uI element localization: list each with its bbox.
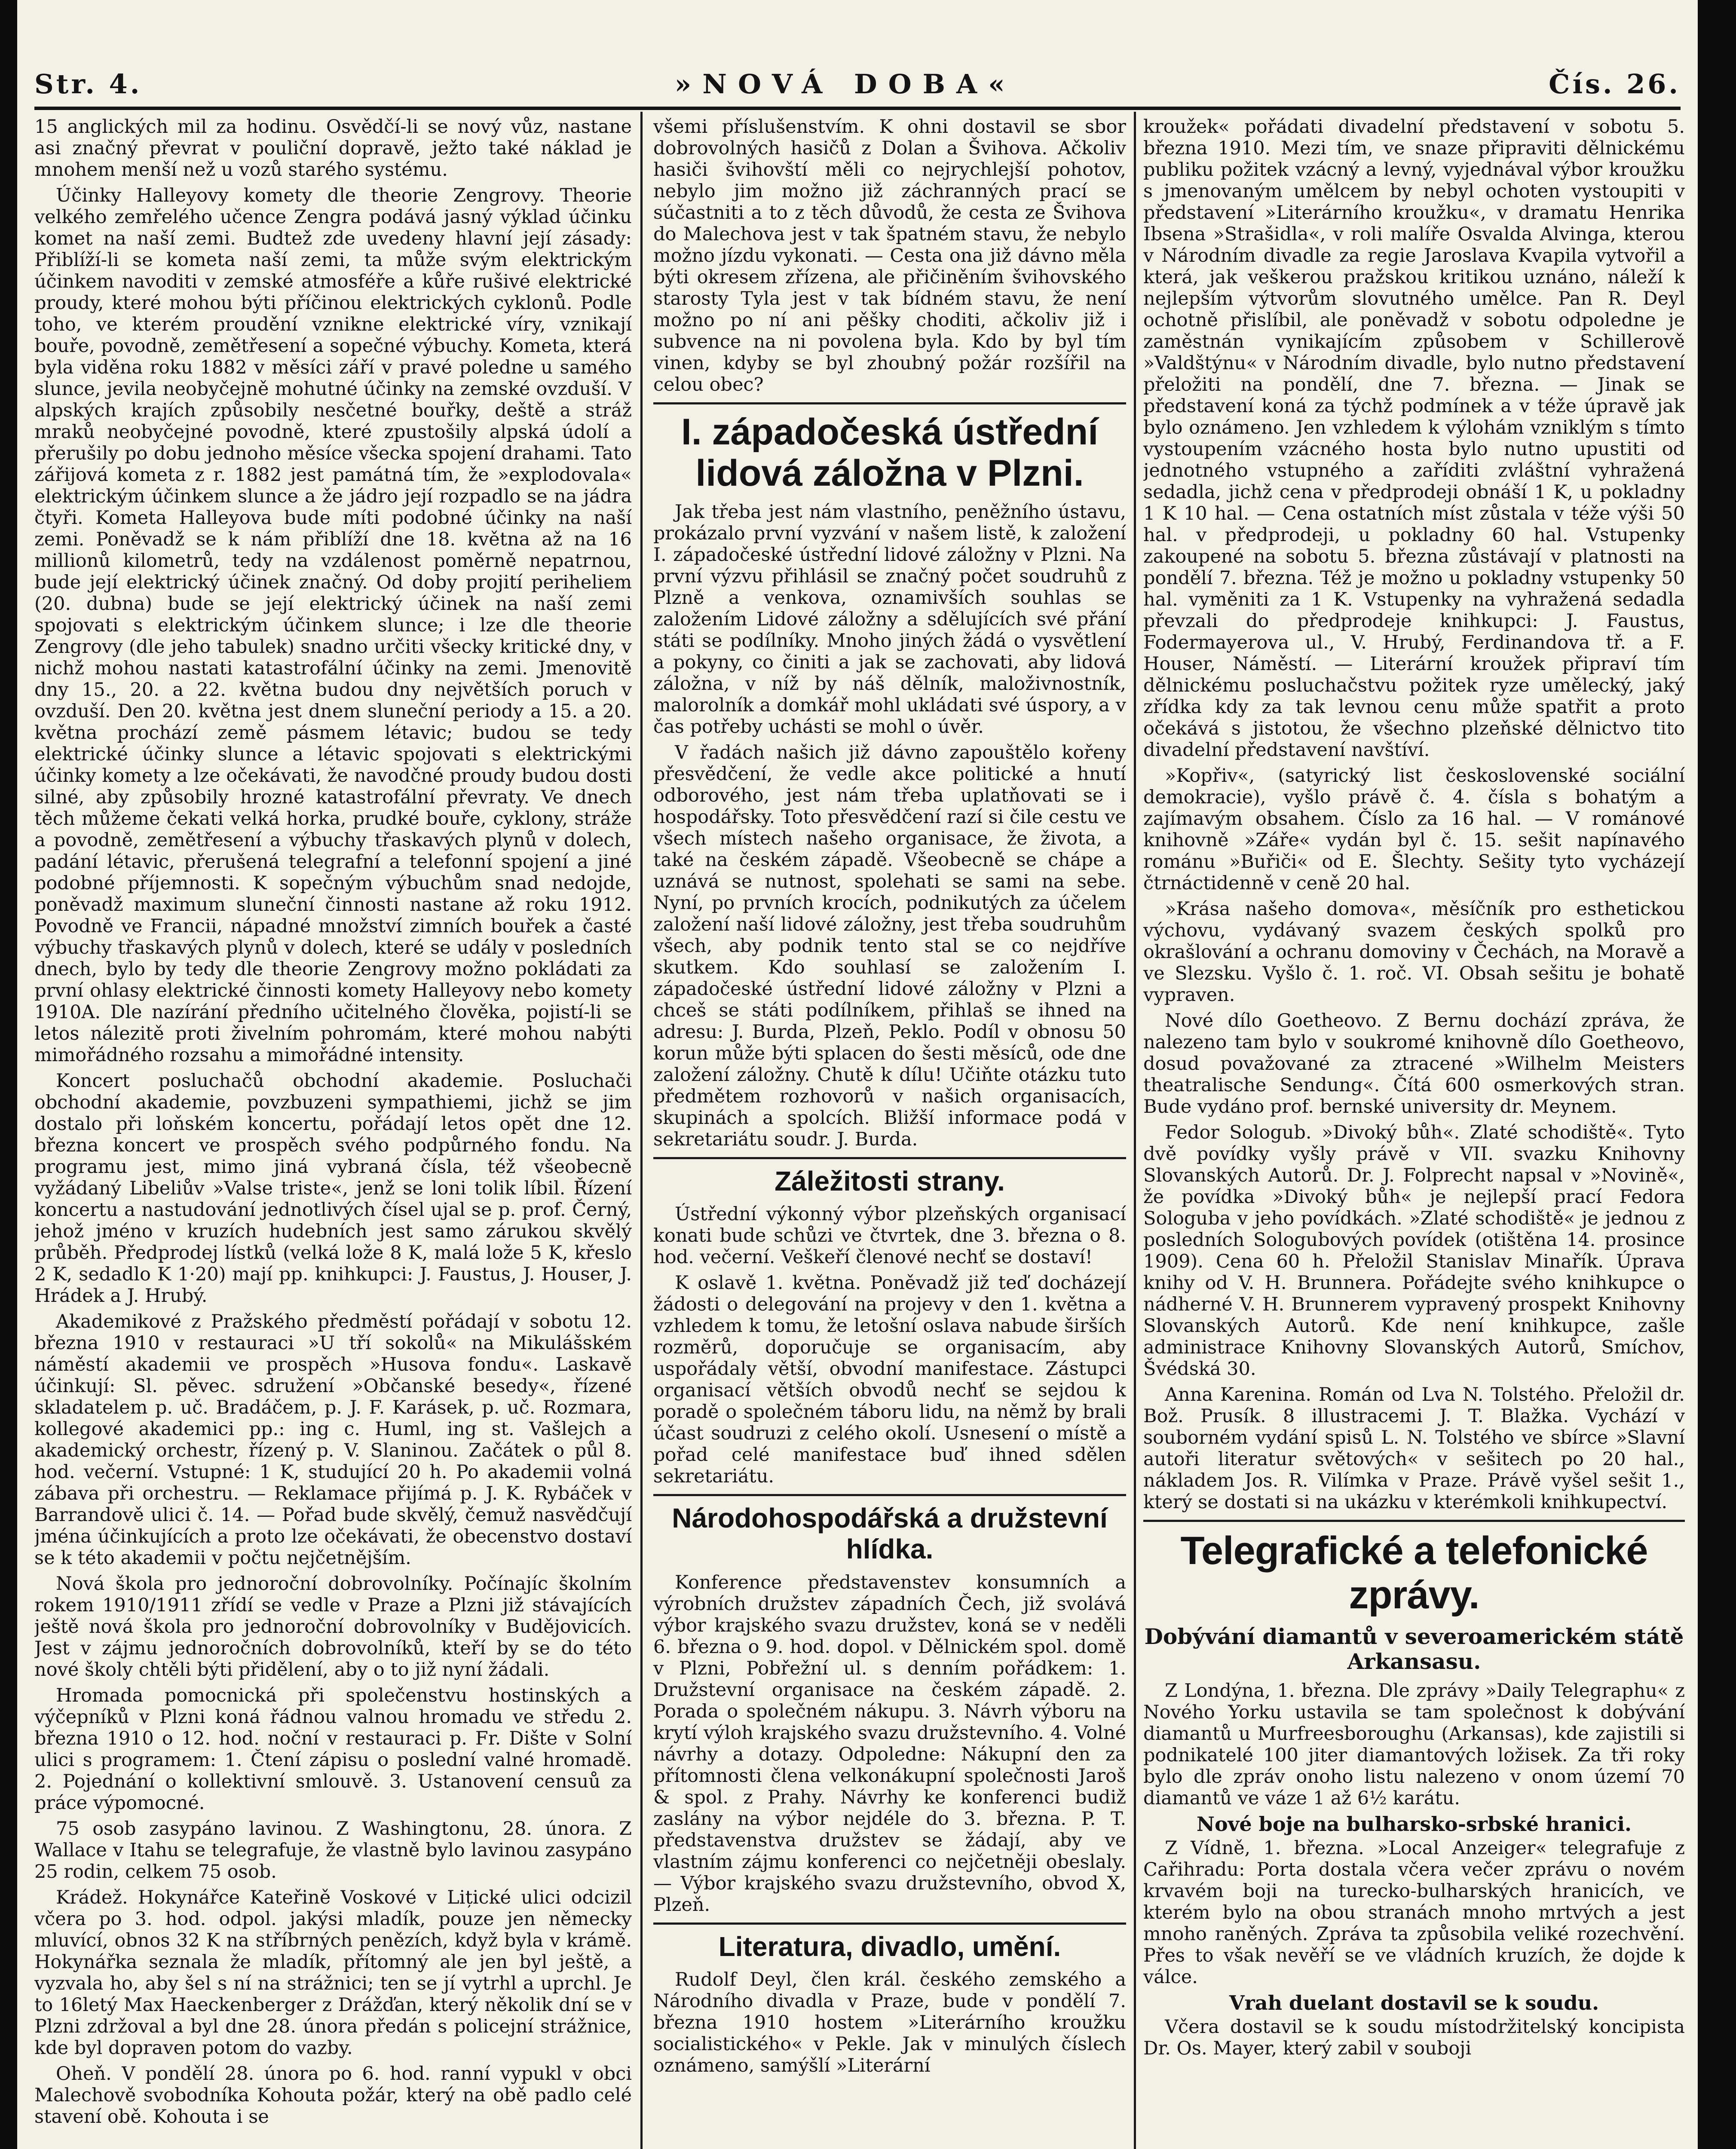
section-rule <box>653 402 1126 404</box>
article-zalozna-1: Jak třeba jest nám vlastního, peněžního ústavu, prokázalo první vyzvání v našem listě, k založení I. západočeské ústřední lidové záložny v Plzni. Na první výzvu přihlásil se značný počet soudruhů z Plzně a venkova, oznamivších souhlas se založením Lidové záložny a sdělujících své přání státi se podílníky. Mnoho jiných žádá o vysvětlení a pokyny, co činiti a jak se zachovati, aby lidová záložna, v níž by náš dělník, maloživnostník, malorolník a domkář mohl ukládati své úspory, a v čas potřeby uchásti se mohl o úvěr. <box>653 501 1126 738</box>
article-sologub: Fedor Sologub. »Divoký bůh«. Zlaté schodiště«. Tyto dvě povídky vyšly právě v VII. svazku Knihovny Slovanských Autorů. Dr. J. Folprecht napsal v »Novině«, že povídka »Divoký bůh« je nejlepší prací Fedora Sologuba v jeho povídkách. »Zlaté schodiště« je jednou z posledních Sologubových povídek (otištěna 14. prosince 1909). Cena 60 h. Přeložil Stanislav Minařík. Úprava knihy od V. H. Brunnera. Pořádejte svého knihkupce o nádherné V. H. Brunnerem vypravený prospekt Knihovny Slovanských Autorů. Kde není knihkupce, zašle administrace Knihovny Slovanských Autorů, Smíchov, Švédská 30. <box>1143 1122 1685 1380</box>
section-rule <box>1143 1520 1685 1522</box>
article-fire: Oheň. V pondělí 28. února po 6. hod. ranní vypukl v obci Malechově svobodníka Kohouta požár, který na obě padlo celé stavení obě. Kohouta i se <box>34 2063 632 2128</box>
article-kopriv: »Kopřiv«, (satyrický list československé sociální demokracie), vyšlo právě č. 4. čísla s bohatým a zajímavým obsahem. Číslo za 16 hal. — V románové knihovně »Záře« vydán byl č. 15. sešit napínavého románu »Buřiči« od E. Šlechty. Sešity tyto vycházejí čtrnáctidenně v ceně 20 hal. <box>1143 765 1685 894</box>
article-text: 15 anglických mil za hodinu. Osvědčí-li se nový vůz, nastane asi značný převrat v pouliční dopravě, ježto také náklad je mnohem menší než u vozů starého systému. <box>34 116 632 181</box>
section-rule <box>653 1922 1126 1925</box>
article-krasa-domova: »Krása našeho domova«, měsíčník pro esthetickou výchovu, vydávaný svazem českých spolků pro okrašlování a ochranu domoviny v Čechách, na Moravě a ve Slezsku. Vyšlo č. 1. roč. VI. Obsah sešitu je bohatě vypraven. <box>1143 898 1685 1006</box>
issue-number: Čís. 26. <box>1549 68 1681 100</box>
article-economy-1: Konference představenstev konsumních a výrobních družstev západních Čech, již svolává výbor krajského svazu družstev, koná se v neděli 6. března o 9. hod. dopol. v Dělnickém spol. domě v Plzni, Pobřežní ul. s denním pořádkem: 1. Družstevní organisace na českém západě. 2. Porada o společném nákupu. 3. Návrh výboru na krytí výloh krajského svazu družstevního. 4. Volné návrhy a dotazy. Odpoledne: Nákupní den za přítomnosti člena velkonákupní společnosti Jaroš & spol. z Prahy. Návrhy ke konferenci budiž zaslány na výbor nejdéle do 3. března. P. T. představenstva družstev se žádají, aby ve vlastním zájmu konferenci co nejčetněji obeslaly. — Výbor krajského svazu družstevního, obvod X, Plzeň. <box>653 1571 1126 1916</box>
section-rule <box>653 1157 1126 1159</box>
section-heading-economy: Národohospodářská a družstevní hlídka. <box>672 1503 1108 1564</box>
article-duel: Včera dostavil se k soudu místodržitelský koncipista Dr. Os. Mayer, který zabil v souboji <box>1143 2016 1685 2060</box>
column-1 <box>34 116 632 2149</box>
masthead-title: »NOVÁ DOBA« <box>674 68 1016 100</box>
article-concert: Koncert posluchačů obchodní akademie. Posluchači obchodní akademie, povzbuzeni sympathiemi, jichž se jim dostalo při loňském koncertu, pořádají letos opět dne 12. března koncert ve prospěch svého podpůrného fondu. Na programu jest, mimo jiná vybraná čísla, též všeobecně vyžádaný Libeliův »Valse triste«, jenž se loni tolik líbil. Řízení koncertu a nastudování jednotlivých čísel ujal se p. prof. Černý, jehož jméno v kruzích hudebních jest samo zárukou skvělý průběh. Předprodej lístků (velká lože 8 K, malá lože 5 K, křeslo 2 K, sedadlo K 1·20) mají pp. knihkupci: J. Faustus, J. Houser, J. Hrádek a J. Hrubý. <box>34 1070 632 1307</box>
telegraph-kicker-duel: Vrah duelant dostavil se k soudu. <box>1229 1991 1599 2015</box>
article-goethe: Nové dílo Goetheovo. Z Bernu dochází zpráva, že nalezeno tam bylo v soukromé knihovně dílo Goetheovo, dosud považované za ztracené »Wilhelm Meisters theatralische Sendung«. Čítá 600 osmerkových stran. Bude vydáno prof. bernské university dr. Meynem. <box>1143 1010 1685 1117</box>
article-karenina: Anna Karenina. Román od Lva N. Tolstého. Přeložil dr. Bož. Prusík. 8 illustracemi J. T. Blažka. Vychází v souborném vydání spisů L. N. Tolstého ve sbírce »Slavní autoři literatur světových« v sešitech po 20 hal., nákladem Jos. R. Vilímka v Praze. Právě vyšel sešit 1., který se dostati si na ukázku v kterémkoli knihkupectví. <box>1143 1384 1685 1513</box>
section-heading-zalozna: I. západočeská ústřední lidová záložna v Plzni. <box>681 411 1099 494</box>
page-header <box>34 64 1681 103</box>
article-literature-1: Rudolf Deyl, člen král. českého zemského a Národního divadla v Praze, bude v pondělí 7. března 1910 hostem »Literárního kroužku socialistického« v Pekle. Jak v minulých číslech oznámeno, samýšlí »Literární <box>653 1969 1126 2077</box>
newspaper-page <box>17 0 1698 2149</box>
article-new-school: Nová škola pro jednoroční dobrovolníky. Počínajíc školním rokem 1910/1911 zřídí se vedle v Praze a Plzni již stávajících ještě nová škola pro jednoroční dobrovolníky v Budějovicích. Jest v zájmu jednoročních dobrovolníků, kteří by se do této nové školy chtěli býti přidělení, aby o to již nyní žádali. <box>34 1573 632 1681</box>
page-number: Str. 4. <box>34 68 142 100</box>
article-diamonds: Z Londýna, 1. března. Dle zprávy »Daily Telegraphu« z Nového Yorku ustavila se tam společnost k dobývání diamantů u Murfreesboroughu (Arkansas), kde zajistili si podnikatelé 100 jiter diamantových ložisek. Za tři roky bylo dle zpráv onoho listu nalezeno v onom území 70 diamantů ve váze 1 až 6½ karátu. <box>1143 1680 1685 1809</box>
column-divider <box>640 112 643 2149</box>
telegraph-subheading: Dobývání diamantů v severoamerickém státě Arkansasu. <box>1144 1624 1684 1675</box>
article-party-2: K oslavě 1. května. Poněvadž již teď docházejí žádosti o delegování na projevy v den 1. května a vzhledem k tomu, že letošní oslava nabude širších rozměrů, doporučuje se organisacím, aby uspořádaly větší, obvodní manifestace. Zástupci organisací větších obvodů nechť se sejdou k poradě o společném táboru lidu, na němž by brali účast soudruzi z celého okolí. Usnesení o místě a pořad celé manifestace buď ihned sdělen sekretariátu. <box>653 1272 1126 1488</box>
article-zalozna-2: V řadách našich již dávno zapouštělo kořeny přesvědčení, že vedle akce politické a hnutí odborového, jest nám třeba uplatňovati se i hospodářsky. Toto přesvědčení razí si čile cestu ve všech místech našeho organisace, že života, a také na českém západě. Všeobecně se chápe a uznává se nutnost, spolehati se sami na sebe. Nyní, po prvních krocích, podnikutých za účelem založení naší lidové záložny, jest třeba soudruhům všech, aby podnik tento stal se co nejdříve skutkem. Kdo souhlasí se založením I. západočeské ústřední lidové záložny v Plzni a chceš se státi podílníkem, přihlaš se ihned na adresu: J. Burda, Plzeň, Peklo. Podíl v obnosu 50 korun může býti splacen do šesti měsíců, ode dne založení záložny. Chutě k dílu! Učiňte otázku tuto předmětem rozhovorů v našich organisacích, skupinách a spolcích. Bližší informace podá v sekretariátu soudr. J. Burda. <box>653 741 1126 1150</box>
column-2 <box>653 116 1126 2149</box>
article-theft: Krádež. Hokynářce Kateřině Voskové v Lițické ulici odcizil včera po 3. hod. odpol. jakýsi mladík, pouze jen německy mluvící, obnos 32 K na stříbrných penězích, když byla v krámě. Hokynářka seznala že mladík, přítomný ale jen byl ještě, a vyzvala ho, aby šel s ní na strážnici; ten se jí vytrhl a uprchl. Je to 16letý Max Haeckenberger z Drážďan, který několik dní se v Plzni zdržoval a byl dne 28. února předán s policejní strážnice, kde byl dopraven potom do vazby. <box>34 1887 632 2059</box>
header-rule <box>34 107 1681 110</box>
telegraph-kicker-balkan: Nové boje na bulharsko-srbské hranici. <box>1196 1812 1632 1836</box>
section-heading-literature: Literatura, divadlo, umění. <box>718 1931 1061 1962</box>
article-academics: Akademikové z Pražského předměstí pořádají v sobotu 12. března 1910 v restauraci »U tří sokolů« na Mikulášském náměstí akademii ve prospěch »Husova fondu«. Laskavě účinkují: Sl. pěvec. sdružení »Občanské besedy«, řízené skladatelem p. uč. Bradáčem, p. J. F. Karásek, p. uč. Rozmara, kollegové akademici pp.: ing c. Huml, ing st. Vašlejch a akademický orchestr, řízený p. V. Slaninou. Začátek o půl 8. hod. večerní. Vstupné: 1 K, studující 20 h. Po akademii volná zábava při orchestru. — Reklamace přijímá p. J. K. Rybáček v Barrandově ulici č. 14. — Pořad bude skvělý, čemuž nasvědčují jména účinkujících a proto lze očekávati, že obecenstvo dostaví se k této akademii v počtu nejčetnějším. <box>34 1311 632 1569</box>
article-text: kroužek« pořádati divadelní představení v sobotu 5. března 1910. Mezi tím, ve snaze připraviti dělnickému publiku požitek vzácný a levný, vyjednával výbor kroužku s jmenovaným umělcem by nebyl ochoten vystoupiti v představení »Literárního kroužku«, v dramatu Henrika Ibsena »Strašidla«, v roli malíře Osvalda Alvinga, kterou v Národním divadle za regie Jaroslava Kvapila vytvořil a která, jak veškerou pražskou kritikou uznáno, náleží k nejlepším výtvorům slovutného umělce. Pan R. Deyl ochotně přislíbil, ale poněvadž v sobotu odpoledne je zaměstnán vynikajícím způsobem v Schillerově »Valdštýnu« v Národním divadle, bylo nutno představení přeložiti na pondělí, dne 7. března. — Jinak se představení koná za týchž podmínek a v téže úpravě jak bylo oznámeno. Jen vzhledem k výlohám vzniklým s tímto vystoupením vzácného hosta bylo nutno upustiti od jednotného vstupného a zaříditi zvláštní vyhražená sedadla, jichž cena v předprodeji obnáší 1 K, u pokladny 1 K 10 hal. — Cena ostatních míst zůstala v téže výši 50 hal. v předprodeji, u pokladny 60 hal. Vstupenky zakoupené na sobotu 5. března zůstávají v platnosti na pondělí 7. března. Též je možno u pokladny vstupenky 50 hal. vyměniti za 1 K. Vstupenky na vyhražená sedadla převzali do předprodeje knihkupci: J. Faustus, Fodermayerova ul., V. Hrubý, Ferdinandova tř. a F. Houser, Náměstí. — Literární kroužek připraví tím dělnickému posluchačstvu požitek ryze umělecký, jaký zřídka kdy za tak levnou cenu může spatřit a proto očekává s jistotou, že všechno plzeňské dělnictvo tito divadelní představení navštíví. <box>1143 116 1685 761</box>
section-heading-telegraph: Telegrafické a telefonické zprávy. <box>1180 1529 1648 1617</box>
article-party-1: Ústřední výkonný výbor plzeňských organisací konati bude schůzi ve čtvrtek, dne 3. března o 8. hod. večerní. Veškeří členové nechť se dostaví! <box>653 1203 1126 1268</box>
article-balkan: Z Vídně, 1. března. »Local Anzeiger« telegrafuje z Cařihradu: Porta dostala včera večer zprávu o novém krvavém boji na turecko-bulharských hranicích, ve kterém bylo na obou stranách mnoho mrtvých a jest mnoho raněných. Zpráva ta způsobila veliké rozechvění. Přes to však nevěří se ve vládních kruzích, že dojde k válce. <box>1143 1837 1685 1988</box>
column-3 <box>1143 116 1685 2149</box>
section-heading-party: Záležitosti strany. <box>775 1165 1005 1197</box>
article-avalanche: 75 osob zasypáno lavinou. Z Washingtonu, 28. února. Z Wallace v Itahu se telegrafuje, že vlastně bylo lavinou zasypáno 25 rodin, celkem 75 osob. <box>34 1818 632 1883</box>
article-text: všemi příslušenstvím. K ohni dostavil se sbor dobrovolných hasičů z Dolan a Švihova. Ačkoliv hasiči švihovští měli co nejrychlejší pohotov, nebylo jim možno již záchranných prací se súčastniti a to z těch důvodů, že cesta ze Švihova do Malechova jest v tak špatném stavu, že nebylo možno jízdu vykonati. — Cesta ona již dávno měla býti okresem zřízena, ale přičiněním švihovského starosty Tyla jest v tak bídném stavu, že není možno po ní ani pěšky choditi, ačkoliv již i subvence na ni povolena byla. Kdo by byl tím vinen, kdyby se byl zhoubný požár rozšířil na celou obec? <box>653 116 1126 395</box>
article-halley-comet: Účinky Halleyovy komety dle theorie Zengrovy. Theorie velkého zemřelého učence Zengra podává jasný výklad účinku komet na naší zemi. Budtež zde uvedeny hlavní její zásady: Přiblíží-li se kometa naší zemi, ta může svým elektrickým účinkem navoditi v zemské atmosféře a kůře rušivé elektrické proudy, které mohou býti příčinou elektrických cyklonů. Podle toho, ve kterém proudění vznikne elektrické víry, vznikají bouře, povodně, zemětřesení a sopečné výbuchy. Kometa, která byla viděna roku 1882 v měsíci září v pravé poledne u samého slunce, jevila neobyčejně mohutné účinky na zemské ovzduší. V alpských krajích způsobily nesčetné bouřky, deště a stráž mraků neobyčejné povodně, které zpustošily alpská údolí a přerušily po dobu jednoho měsíce všecka spojení drahami. Tato zářijová kometa z r. 1882 jest památná tím, že »explodovala« elektrickým účinkem slunce a že jádro její rozpadlo se na jádra čtyři. Kometa Halleyova bude míti podobné účinky na naší zemi. Poněvadž se k nám přiblíží dne 18. května až na 16 millionů kilometrů, tedy na vzdálenost poměrně nepatrnou, bude její elektrický účinek značný. Od doby projití periheliem (20. dubna) bude se její elektrický účinek na naší zemi spojovati s elektrickým účinkem slunce; i lze dle theorie Zengrovy (dle jeho tabulek) snadno určiti všecky kritické dny, v nichž mohou nastati katastrofální účinky na zemi. Jmenovitě dny 15., 20. a 22. května budou dny největších poruch v ovzduší. Den 20. května jest dnem sluneční periody a 15. a 20. května prochází země pásmem létavic; budou se tedy elektrické účinky slunce a létavic spojovati s elektrickými účinky komety a lze očekávati, že navodčné proudy budou dosti silné, aby způsobily hrozné katastrofální převraty. Ve dnech těch můžeme čekati velká horka, prudké bouře, cyklony, stráže a povodně, zemětřesení a výbuchy třaskavých plynů v dolech, padání létavic, přerušená telegrafní a telefonní spojení a jiné podobné příjemnosti. K sopečným výbuchům snad nedojde, poněvadž maximum sluneční činnosti nastane až roku 1912. Povodně ve Francii, nápadné množství zimních bouřek a časté výbuchy třaskavých plynů v dolech, které se udály v posledních dnech, bylo by tedy dle theorie Zengrovy možno pokládati za první ohlasy elektrické činnosti komety Halleyovy nebo komety 1910A. Dle nazírání předního učitelného člověka, pojistí-li se letos nálezitě proti živelním pohromám, které mohou nabýti mimořádného rozsahu a mimořádné intensity. <box>34 185 632 1066</box>
section-rule <box>653 1494 1126 1496</box>
column-divider <box>1134 112 1136 2149</box>
article-assembly: Hromada pomocnická při společenstvu hostinských a výčepníků v Plzni koná řádnou valnou hromadu ve středu 2. března 1910 o 12. hod. noční v restauraci p. Fr. Dište v Solní ulici s programem: 1. Čtení zápisu o poslední valné hromadě. 2. Pojednání o kollektivní smlouvě. 3. Ustanovení censuů za práce výpomocné. <box>34 1685 632 1814</box>
